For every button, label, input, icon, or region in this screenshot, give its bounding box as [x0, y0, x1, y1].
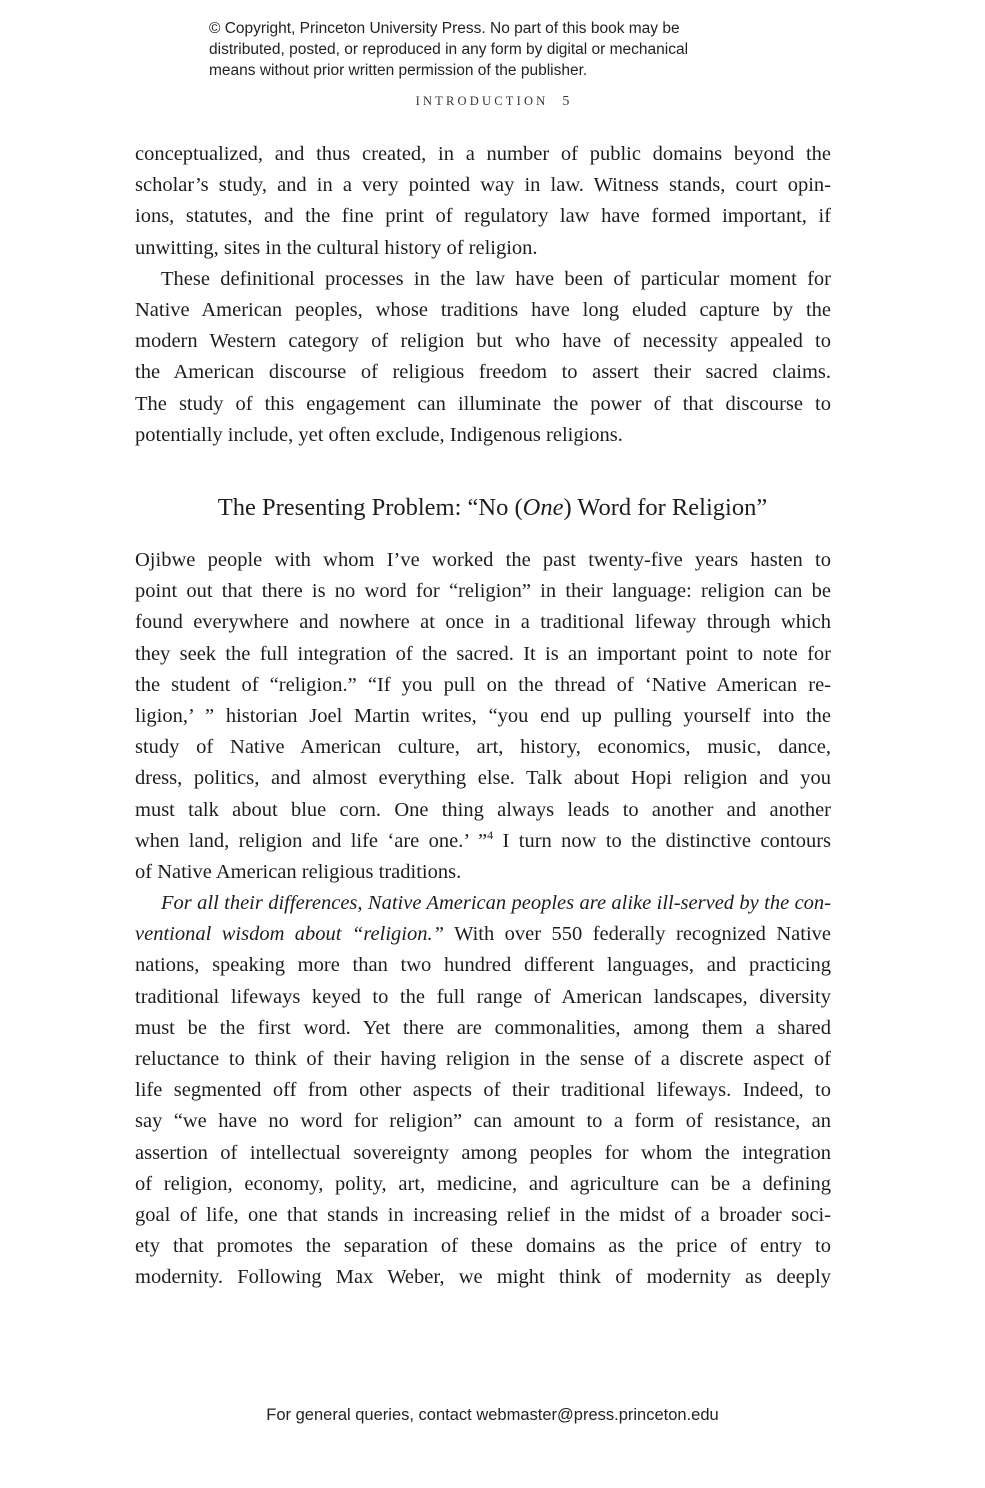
text-line — [135, 826, 831, 857]
text-line: the American discourse of religious freedom to assert their sacred claims. — [135, 361, 831, 384]
text-line — [135, 919, 831, 950]
text-fragment: when land, religion and life ‘are one.’ ” — [135, 829, 488, 852]
copyright-line: distributed, posted, or reproduced in any form by digital or mechanical — [209, 41, 689, 58]
text-line: found everywhere and nowhere at once in a traditional lifeway through which — [135, 611, 831, 634]
text-line: goal of life, one that stands in increasing relief in the midst of a broader soci- — [135, 1203, 831, 1226]
body-text-bottom — [135, 545, 831, 1294]
section-heading — [0, 494, 985, 522]
copyright-line: means without prior written permission of the publisher. — [209, 62, 588, 79]
text-line: of Native American religious traditions. — [135, 860, 462, 883]
text-fragment: I turn now to the distinctive contours — [493, 829, 831, 852]
text-line: say “we have no word for religion” can amount to a form of resistance, an — [135, 1110, 831, 1133]
text-fragment-italic: ventional wisdom about “religion.” — [135, 923, 445, 946]
paragraph — [135, 139, 831, 264]
running-head — [0, 94, 985, 110]
copyright-line: © Copyright, Princeton University Press. No part of this book may be — [209, 20, 680, 37]
footer-contact: For general queries, contact webmaster@press.princeton.edu — [266, 1406, 719, 1424]
text-line: ligion,’ ” historian Joel Martin writes, “you end up pulling yourself into the — [135, 704, 831, 727]
text-line: dress, politics, and almost everything else. Talk about Hopi religion and you — [135, 767, 831, 790]
text-line: unwitting, sites in the cultural history of religion. — [135, 236, 538, 259]
text-line: must talk about blue corn. One thing always leads to another and another — [135, 798, 831, 821]
text-line: ety that promotes the separation of these domains as the price of entry to — [135, 1235, 831, 1258]
text-line: nations, speaking more than two hundred different languages, and practicing — [135, 954, 831, 977]
text-line: assertion of intellectual sovereignty among peoples for whom the integration — [135, 1141, 831, 1164]
text-line: modern Western category of religion but who have of necessity appealed to — [135, 330, 831, 353]
footnote-marker: 4 — [487, 827, 494, 842]
text-line: of religion, economy, polity, art, medicine, and agriculture can be a defining — [135, 1172, 831, 1195]
text-line: potentially include, yet often exclude, Indigenous religions. — [135, 423, 623, 446]
text-line: The study of this engagement can illuminate the power of that discourse to — [135, 392, 831, 415]
text-line: life segmented off from other aspects of their traditional lifeways. Indeed, to — [135, 1079, 831, 1102]
text-line: scholar’s study, and in a very pointed way in law. Witness stands, court opin- — [135, 174, 831, 197]
paragraph — [135, 545, 831, 888]
text-line: the student of “religion.” “If you pull on the thread of ‘Native American re- — [135, 673, 831, 696]
copyright-notice — [209, 18, 809, 81]
body-text-top — [135, 139, 831, 451]
page-number: 5 — [562, 94, 570, 109]
text-line: point out that there is no word for “religion” in their language: religion can be — [135, 580, 831, 603]
text-line: modernity. Following Max Weber, we might think of modernity as deeply — [135, 1266, 831, 1289]
section-heading-emphasis: One — [522, 494, 564, 521]
text-line: they seek the full integration of the sacred. It is an important point to note for — [135, 642, 831, 665]
text-fragment: With over 550 federally recognized Native — [444, 923, 831, 946]
running-head-section: INTRODUCTION — [415, 94, 549, 108]
section-heading-after: ) Word for Religion” — [563, 494, 768, 521]
text-line: reluctance to think of their having religion in the sense of a discrete aspect of — [135, 1048, 831, 1070]
text-line: For all their differences, Native American peoples are alike ill-served by the con- — [161, 892, 831, 915]
text-line: Native American peoples, whose traditions have long eluded capture by the — [135, 298, 831, 321]
text-line: These definitional processes in the law have been of particular moment for — [161, 267, 831, 290]
text-line: must be the first word. Yet there are commonalities, among them a shared — [135, 1016, 831, 1039]
paragraph — [135, 264, 831, 451]
section-heading-before: The Presenting Problem: “No ( — [217, 494, 523, 521]
paragraph — [135, 888, 831, 1293]
text-line: conceptualized, and thus created, in a number of public domains beyond the — [135, 143, 831, 165]
text-line: traditional lifeways keyed to the full range of American landscapes, diversity — [135, 985, 831, 1008]
text-line: ions, statutes, and the fine print of regulatory law have formed important, if — [135, 205, 831, 228]
text-line: study of Native American culture, art, history, economics, music, dance, — [135, 736, 831, 759]
text-line: Ojibwe people with whom I’ve worked the past twenty-five years hasten to — [135, 549, 831, 571]
